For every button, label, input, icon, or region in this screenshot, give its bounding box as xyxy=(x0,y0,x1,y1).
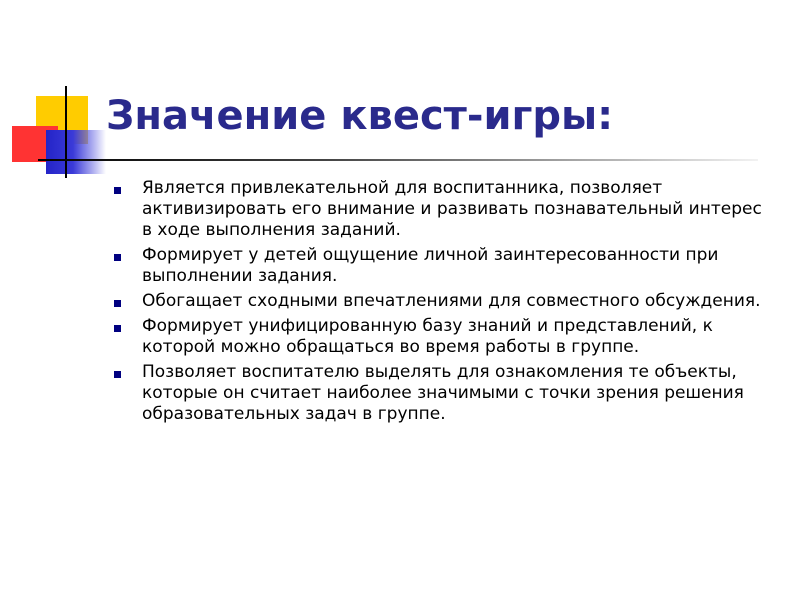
bullet-list xyxy=(112,178,772,429)
bullet-text: Формирует у детей ощущение личной заинтересованности при выполнении задания. xyxy=(142,245,719,286)
bullet-text: Обогащает сходными впечатлениями для совместного обсуждения. xyxy=(142,291,761,311)
decorative-vertical-line xyxy=(65,86,67,178)
title-underline xyxy=(38,159,758,161)
square-bullet-icon xyxy=(114,300,121,307)
list-item xyxy=(112,245,772,287)
square-bullet-icon xyxy=(114,187,121,194)
list-item xyxy=(112,178,772,241)
slide-title: Значение квест-игры: xyxy=(106,93,614,139)
square-bullet-icon xyxy=(114,325,121,332)
square-bullet-icon xyxy=(114,254,121,261)
list-item xyxy=(112,362,772,425)
list-item xyxy=(112,316,772,358)
bullet-text: Является привлекательной для воспитанника, позволяет активизировать его внимание и развивать познавательный интерес в ходе выполнения заданий. xyxy=(142,178,762,240)
decorative-blue-square xyxy=(46,130,106,174)
bullet-text: Формирует унифицированную базу знаний и представлений, к которой можно обращаться во время работы в группе. xyxy=(142,316,713,357)
bullet-text: Позволяет воспитателю выделять для ознакомления те объекты, которые он считает наиболее значимыми с точки зрения решения образовательных задач в группе. xyxy=(142,362,744,424)
square-bullet-icon xyxy=(114,371,121,378)
list-item xyxy=(112,291,772,312)
